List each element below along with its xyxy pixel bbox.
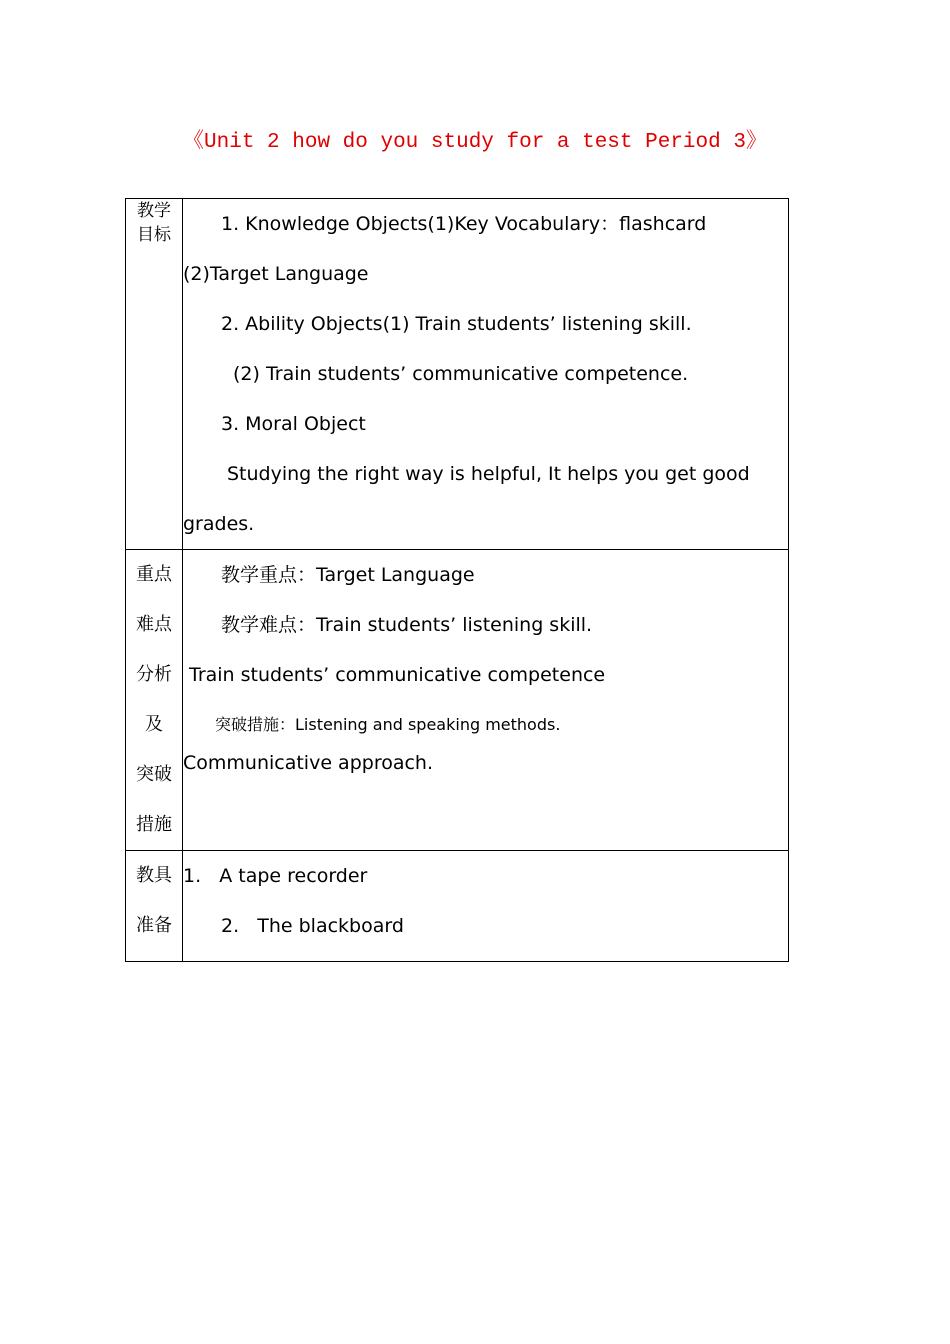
key-points-line: 教学重点：Target Language [221,564,475,586]
objectives-line: grades. [183,513,255,535]
key-points-label-line: 难点 [136,614,172,635]
lesson-plan-table [125,198,789,962]
key-points-content-cell [183,550,789,851]
objectives-content-cell [183,199,789,550]
objectives-label-cell [126,199,183,550]
key-points-label-line: 突破 [136,764,172,785]
key-points-label-line: 重点 [136,564,172,585]
objectives-line: 1. Knowledge Objects(1)Key Vocabulary：flashcard [221,213,707,235]
key-points-line: Train students’ communicative competence [189,664,606,686]
key-points-label-line: 及 [145,714,163,735]
objectives-label-line: 教学 [137,201,171,221]
objectives-line: 3. Moral Object [221,413,366,435]
key-points-line: 突破措施：Listening and speaking methods. [215,715,561,734]
key-points-label-line: 分析 [136,664,172,685]
key-points-row [126,550,789,851]
key-points-line: 教学难点：Train students’ listening skill. [221,614,593,636]
materials-content-cell [183,851,789,962]
materials-row [126,851,789,962]
materials-line: 1. A tape recorder [183,865,368,887]
objectives-line: (2)Target Language [183,263,369,285]
materials-line: 2. The blackboard [221,915,404,937]
materials-label-cell [126,851,183,962]
objectives-line: Studying the right way is helpful, It helps you get good [227,463,750,485]
objectives-line: 2. Ability Objects(1) Train students’ listening skill. [221,313,692,335]
objectives-line: (2) Train students’ communicative competence. [233,363,689,385]
key-points-label-line: 措施 [136,814,172,835]
objectives-label-line: 目标 [137,225,171,245]
document-title: 《Unit 2 how do you study for a test Period 3》 [183,131,767,154]
objectives-row [126,199,789,550]
materials-label-line: 准备 [136,915,172,936]
materials-label-line: 教具 [136,865,172,886]
key-points-label-cell [126,550,183,851]
key-points-line: Communicative approach. [183,752,434,774]
